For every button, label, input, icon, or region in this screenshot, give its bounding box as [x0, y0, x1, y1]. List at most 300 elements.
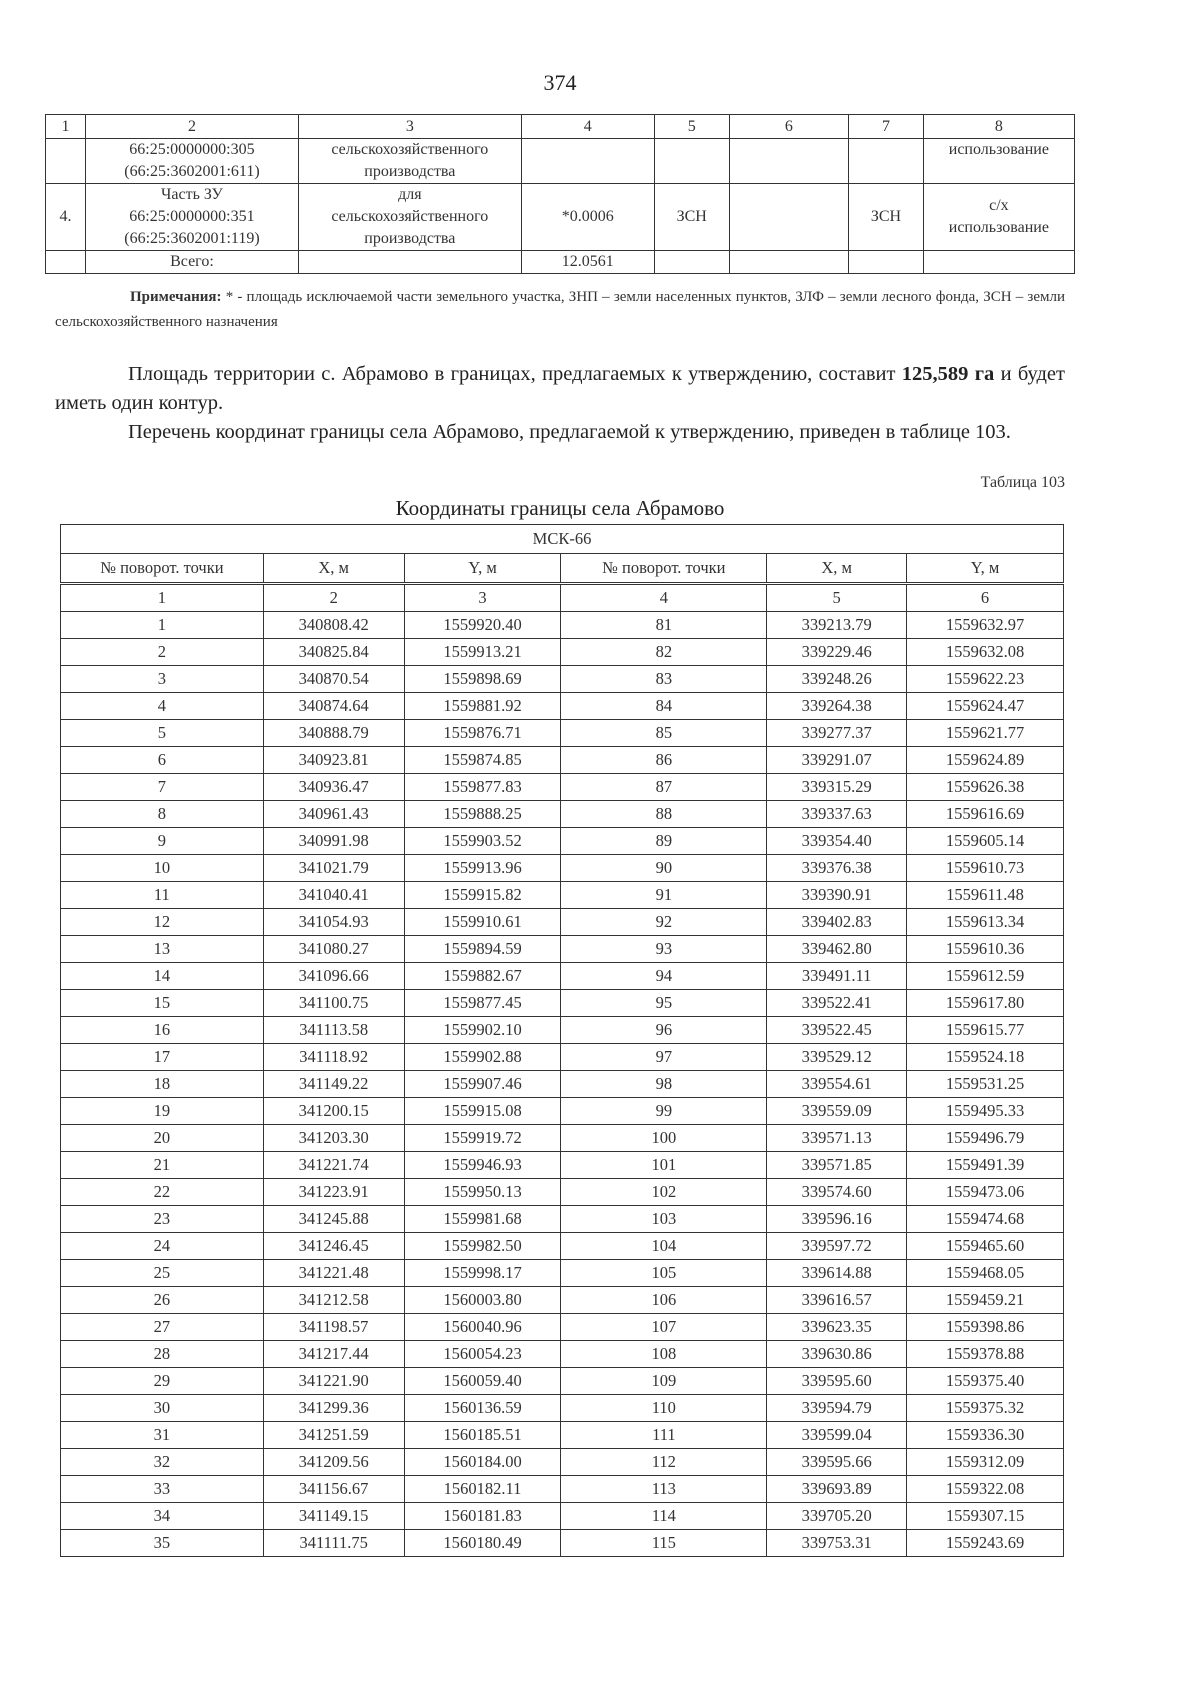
y-coordinate: 1560182.11: [404, 1476, 561, 1503]
table-row: [61, 1368, 1064, 1395]
cadastral-number: Часть ЗУ 66:25:0000000:351 (66:25:3602001:119): [85, 184, 298, 251]
y-coordinate: 1559524.18: [907, 1044, 1064, 1071]
category-col6: [729, 184, 849, 251]
point-number: 103: [561, 1206, 767, 1233]
x-coordinate: 339390.91: [767, 882, 907, 909]
column-number: 4: [521, 115, 654, 139]
y-coordinate: 1559375.32: [907, 1395, 1064, 1422]
table-row: [61, 936, 1064, 963]
coordinate-system-row: [61, 525, 1064, 554]
x-coordinate: 339529.12: [767, 1044, 907, 1071]
y-coordinate: 1559612.59: [907, 963, 1064, 990]
y-coordinate: 1559531.25: [907, 1071, 1064, 1098]
y-coordinate: 1559496.79: [907, 1125, 1064, 1152]
area-value: 125,589 га: [901, 363, 995, 385]
column-number: 3: [299, 115, 522, 139]
point-number: 32: [61, 1449, 264, 1476]
x-coordinate: 339248.26: [767, 666, 907, 693]
y-coordinate: 1560185.51: [404, 1422, 561, 1449]
x-coordinate: 339229.46: [767, 639, 907, 666]
point-number: 22: [61, 1179, 264, 1206]
y-coordinate: 1559950.13: [404, 1179, 561, 1206]
point-number: 113: [561, 1476, 767, 1503]
point-number: 21: [61, 1152, 264, 1179]
x-coordinate: 339595.66: [767, 1449, 907, 1476]
x-coordinate: 340961.43: [263, 801, 404, 828]
y-coordinate: 1559621.77: [907, 720, 1064, 747]
point-number: 114: [561, 1503, 767, 1530]
x-coordinate: 339462.80: [767, 936, 907, 963]
x-coordinate: 341212.58: [263, 1287, 404, 1314]
row-number: [46, 139, 86, 184]
point-number: 19: [61, 1098, 264, 1125]
y-coordinate: 1559378.88: [907, 1341, 1064, 1368]
column-number: 6: [729, 115, 849, 139]
table-row: [61, 1449, 1064, 1476]
table-row: [61, 720, 1064, 747]
point-number: 17: [61, 1044, 264, 1071]
y-coordinate: 1559882.67: [404, 963, 561, 990]
y-coordinate: 1559903.52: [404, 828, 561, 855]
point-number: 94: [561, 963, 767, 990]
x-coordinate: 341217.44: [263, 1341, 404, 1368]
y-coordinate: 1560003.80: [404, 1287, 561, 1314]
y-coordinate: 1559617.80: [907, 990, 1064, 1017]
point-number: 11: [61, 882, 264, 909]
x-coordinate: 339571.13: [767, 1125, 907, 1152]
y-coordinate: 1559877.45: [404, 990, 561, 1017]
y-coordinate: 1559982.50: [404, 1233, 561, 1260]
y-coordinate: 1559322.08: [907, 1476, 1064, 1503]
table-row: [61, 1206, 1064, 1233]
x-coordinate: 339705.20: [767, 1503, 907, 1530]
point-number: 87: [561, 774, 767, 801]
y-coordinate: 1559881.92: [404, 693, 561, 720]
y-coordinate: 1559610.73: [907, 855, 1064, 882]
notes-text: * - площадь исключаемой части земельного участка, ЗНП – земли населенных пунктов, ЗЛФ – земли лесного фонда, ЗСН – земли сельскохозяйственного назначения: [55, 289, 1065, 330]
y-coordinate: 1559307.15: [907, 1503, 1064, 1530]
point-number: 115: [561, 1530, 767, 1557]
x-coordinate: 339554.61: [767, 1071, 907, 1098]
y-coordinate: 1559495.33: [907, 1098, 1064, 1125]
y-coordinate: 1559615.77: [907, 1017, 1064, 1044]
table-row: [61, 963, 1064, 990]
y-coordinate: 1559624.47: [907, 693, 1064, 720]
table-row: [61, 1152, 1064, 1179]
y-coordinate: 1559613.34: [907, 909, 1064, 936]
point-number: 101: [561, 1152, 767, 1179]
column-number: 5: [767, 584, 907, 612]
y-coordinate: 1560040.96: [404, 1314, 561, 1341]
x-coordinate: 339559.09: [767, 1098, 907, 1125]
x-coordinate: 341223.91: [263, 1179, 404, 1206]
y-coordinate: 1559915.82: [404, 882, 561, 909]
x-coordinate: 341113.58: [263, 1017, 404, 1044]
y-coordinate: 1559468.05: [907, 1260, 1064, 1287]
table-row: [61, 1395, 1064, 1422]
point-number: 100: [561, 1125, 767, 1152]
area: *0.0006: [521, 184, 654, 251]
y-coordinate: 1559920.40: [404, 612, 561, 639]
y-coordinate: 1559894.59: [404, 936, 561, 963]
y-coordinate: 1559398.86: [907, 1314, 1064, 1341]
point-number: 102: [561, 1179, 767, 1206]
y-coordinate: 1560054.23: [404, 1341, 561, 1368]
y-coordinate: 1559610.36: [907, 936, 1064, 963]
y-coordinate: 1559616.69: [907, 801, 1064, 828]
category-current: [654, 139, 729, 184]
column-number: 6: [907, 584, 1064, 612]
table-row: [61, 747, 1064, 774]
x-coordinate: 339594.79: [767, 1395, 907, 1422]
column-header: X, м: [767, 554, 907, 584]
notes-lead: Примечания:: [130, 289, 222, 305]
column-header-row: [61, 554, 1064, 584]
table-row: [61, 639, 1064, 666]
y-coordinate: 1559919.72: [404, 1125, 561, 1152]
y-coordinate: 1559624.89: [907, 747, 1064, 774]
y-coordinate: 1559605.14: [907, 828, 1064, 855]
point-number: 28: [61, 1341, 264, 1368]
x-coordinate: 341221.74: [263, 1152, 404, 1179]
column-header: Y, м: [907, 554, 1064, 584]
table-row: [61, 1017, 1064, 1044]
x-coordinate: 341156.67: [263, 1476, 404, 1503]
y-coordinate: 1559243.69: [907, 1530, 1064, 1557]
table-row: [61, 1125, 1064, 1152]
table-row: [61, 1098, 1064, 1125]
table-row: [61, 828, 1064, 855]
table-title: Координаты границы села Абрамово: [395, 496, 725, 520]
point-number: 109: [561, 1368, 767, 1395]
table-row: [61, 801, 1064, 828]
point-number: 82: [561, 639, 767, 666]
y-coordinate: 1559913.96: [404, 855, 561, 882]
x-coordinate: 340825.84: [263, 639, 404, 666]
x-coordinate: 339623.35: [767, 1314, 907, 1341]
y-coordinate: 1559876.71: [404, 720, 561, 747]
x-coordinate: 339599.04: [767, 1422, 907, 1449]
column-number: 7: [849, 115, 924, 139]
column-number: 2: [263, 584, 404, 612]
y-coordinate: 1559632.97: [907, 612, 1064, 639]
x-coordinate: 341251.59: [263, 1422, 404, 1449]
table-row: [61, 1422, 1064, 1449]
point-number: 24: [61, 1233, 264, 1260]
cadastral-number: 66:25:0000000:305 (66:25:3602001:611): [85, 139, 298, 184]
y-coordinate: 1559981.68: [404, 1206, 561, 1233]
x-coordinate: 339574.60: [767, 1179, 907, 1206]
y-coordinate: 1559473.06: [907, 1179, 1064, 1206]
point-number: 1: [61, 612, 264, 639]
x-coordinate: 340923.81: [263, 747, 404, 774]
x-coordinate: 341149.22: [263, 1071, 404, 1098]
point-number: 108: [561, 1341, 767, 1368]
point-number: 104: [561, 1233, 767, 1260]
x-coordinate: 339522.45: [767, 1017, 907, 1044]
category-current: ЗСН: [654, 184, 729, 251]
x-coordinate: 341209.56: [263, 1449, 404, 1476]
table-row: [61, 1503, 1064, 1530]
table-label: Таблица 103: [980, 474, 1065, 491]
point-number: 20: [61, 1125, 264, 1152]
point-number: 35: [61, 1530, 264, 1557]
x-coordinate: 339315.29: [767, 774, 907, 801]
table-row: [61, 1314, 1064, 1341]
column-number-row: [46, 115, 1075, 139]
coordinates-paragraph: Перечень координат границы села Абрамово, предлагаемой к утверждению, приведен в таблице 103.: [128, 421, 1011, 443]
x-coordinate: 341245.88: [263, 1206, 404, 1233]
point-number: 4: [61, 693, 264, 720]
category-proposed: [849, 139, 924, 184]
y-coordinate: 1560059.40: [404, 1368, 561, 1395]
x-coordinate: 339571.85: [767, 1152, 907, 1179]
point-number: 92: [561, 909, 767, 936]
x-coordinate: 340874.64: [263, 693, 404, 720]
y-coordinate: 1559902.10: [404, 1017, 561, 1044]
x-coordinate: 340888.79: [263, 720, 404, 747]
x-coordinate: 341200.15: [263, 1098, 404, 1125]
x-coordinate: 339753.31: [767, 1530, 907, 1557]
x-coordinate: 339402.83: [767, 909, 907, 936]
x-coordinate: 341100.75: [263, 990, 404, 1017]
x-coordinate: 341246.45: [263, 1233, 404, 1260]
y-coordinate: 1559491.39: [907, 1152, 1064, 1179]
point-number: 26: [61, 1287, 264, 1314]
point-number: 5: [61, 720, 264, 747]
point-number: 14: [61, 963, 264, 990]
x-coordinate: 341118.92: [263, 1044, 404, 1071]
point-number: 110: [561, 1395, 767, 1422]
row-number: 4.: [46, 184, 86, 251]
table-row: [61, 1260, 1064, 1287]
y-coordinate: 1559902.88: [404, 1044, 561, 1071]
point-number: 97: [561, 1044, 767, 1071]
y-coordinate: 1559312.09: [907, 1449, 1064, 1476]
point-number: 89: [561, 828, 767, 855]
point-number: 16: [61, 1017, 264, 1044]
table-row: [61, 855, 1064, 882]
point-number: 93: [561, 936, 767, 963]
y-coordinate: 1560136.59: [404, 1395, 561, 1422]
table-row: [61, 666, 1064, 693]
y-coordinate: 1559946.93: [404, 1152, 561, 1179]
table-row: [61, 882, 1064, 909]
page-number: 374: [543, 70, 577, 95]
x-coordinate: 341299.36: [263, 1395, 404, 1422]
area-paragraph: Площадь территории с. Абрамово в границах, предлагаемых к утверждению, составит 125,589 га и будет иметь один контур.: [55, 363, 1065, 414]
table-row: [61, 1179, 1064, 1206]
table-row: [61, 1044, 1064, 1071]
y-coordinate: 1559465.60: [907, 1233, 1064, 1260]
y-coordinate: 1559915.08: [404, 1098, 561, 1125]
point-number: 91: [561, 882, 767, 909]
x-coordinate: 339337.63: [767, 801, 907, 828]
x-coordinate: 339597.72: [767, 1233, 907, 1260]
category-col6: [729, 139, 849, 184]
y-coordinate: 1559877.83: [404, 774, 561, 801]
table-row: [46, 139, 1075, 184]
point-number: 10: [61, 855, 264, 882]
point-number: 13: [61, 936, 264, 963]
x-coordinate: 341149.15: [263, 1503, 404, 1530]
table-row: [61, 1341, 1064, 1368]
land-use-purpose: для сельскохозяйственного производства: [299, 184, 522, 251]
x-coordinate: 339522.41: [767, 990, 907, 1017]
point-number: 81: [561, 612, 767, 639]
column-header: № поворот. точки: [61, 554, 264, 584]
x-coordinate: 340936.47: [263, 774, 404, 801]
column-header: № поворот. точки: [561, 554, 767, 584]
y-coordinate: 1559874.85: [404, 747, 561, 774]
point-number: 3: [61, 666, 264, 693]
x-coordinate: 341221.48: [263, 1260, 404, 1287]
x-coordinate: 339630.86: [767, 1341, 907, 1368]
point-number: 12: [61, 909, 264, 936]
point-number: 84: [561, 693, 767, 720]
y-coordinate: 1559907.46: [404, 1071, 561, 1098]
point-number: 85: [561, 720, 767, 747]
x-coordinate: 339354.40: [767, 828, 907, 855]
x-coordinate: 339616.57: [767, 1287, 907, 1314]
y-coordinate: 1559622.23: [907, 666, 1064, 693]
point-number: 25: [61, 1260, 264, 1287]
table-row: [61, 1476, 1064, 1503]
point-number: 105: [561, 1260, 767, 1287]
total-row: [46, 251, 1075, 274]
x-coordinate: 339614.88: [767, 1260, 907, 1287]
x-coordinate: 339264.38: [767, 693, 907, 720]
point-number: 30: [61, 1395, 264, 1422]
column-number: 4: [561, 584, 767, 612]
point-number: 33: [61, 1476, 264, 1503]
point-number: 107: [561, 1314, 767, 1341]
point-number: 31: [61, 1422, 264, 1449]
x-coordinate: 341096.66: [263, 963, 404, 990]
column-number: 1: [46, 115, 86, 139]
point-number: 18: [61, 1071, 264, 1098]
table-row: [61, 909, 1064, 936]
x-coordinate: 340991.98: [263, 828, 404, 855]
column-header: Y, м: [404, 554, 561, 584]
x-coordinate: 339376.38: [767, 855, 907, 882]
column-number: 1: [61, 584, 264, 612]
point-number: 34: [61, 1503, 264, 1530]
x-coordinate: 341080.27: [263, 936, 404, 963]
x-coordinate: 339491.11: [767, 963, 907, 990]
area: [521, 139, 654, 184]
point-number: 99: [561, 1098, 767, 1125]
x-coordinate: 339277.37: [767, 720, 907, 747]
column-header: X, м: [263, 554, 404, 584]
y-coordinate: 1559632.08: [907, 639, 1064, 666]
x-coordinate: 339693.89: [767, 1476, 907, 1503]
table-row: [61, 612, 1064, 639]
table-row: [61, 990, 1064, 1017]
table-row: [61, 693, 1064, 720]
point-number: 86: [561, 747, 767, 774]
total-label: Всего:: [85, 251, 298, 274]
x-coordinate: 341054.93: [263, 909, 404, 936]
table-row: [61, 774, 1064, 801]
column-number: 3: [404, 584, 561, 612]
y-coordinate: 1559459.21: [907, 1287, 1064, 1314]
land-use-purpose: сельскохозяйственного производства: [299, 139, 522, 184]
column-number: 8: [923, 115, 1074, 139]
point-number: 88: [561, 801, 767, 828]
table-row: [61, 1287, 1064, 1314]
x-coordinate: 341203.30: [263, 1125, 404, 1152]
point-number: 29: [61, 1368, 264, 1395]
coordinates-table: [60, 524, 1064, 1557]
y-coordinate: 1559474.68: [907, 1206, 1064, 1233]
x-coordinate: 341111.75: [263, 1530, 404, 1557]
point-number: 98: [561, 1071, 767, 1098]
table-notes: [55, 285, 1065, 335]
point-number: 6: [61, 747, 264, 774]
point-number: 96: [561, 1017, 767, 1044]
category-proposed: ЗСН: [849, 184, 924, 251]
y-coordinate: 1559910.61: [404, 909, 561, 936]
x-coordinate: 340808.42: [263, 612, 404, 639]
y-coordinate: 1559375.40: [907, 1368, 1064, 1395]
y-coordinate: 1559998.17: [404, 1260, 561, 1287]
x-coordinate: 339595.60: [767, 1368, 907, 1395]
usage: использование: [923, 139, 1074, 184]
point-number: 90: [561, 855, 767, 882]
x-coordinate: 340870.54: [263, 666, 404, 693]
y-coordinate: 1560181.83: [404, 1503, 561, 1530]
table-row: [61, 1071, 1064, 1098]
y-coordinate: 1559888.25: [404, 801, 561, 828]
column-number: 2: [85, 115, 298, 139]
y-coordinate: 1560180.49: [404, 1530, 561, 1557]
point-number: 27: [61, 1314, 264, 1341]
y-coordinate: 1560184.00: [404, 1449, 561, 1476]
x-coordinate: 339596.16: [767, 1206, 907, 1233]
y-coordinate: 1559626.38: [907, 774, 1064, 801]
point-number: 106: [561, 1287, 767, 1314]
point-number: 9: [61, 828, 264, 855]
table-row: [46, 184, 1075, 251]
coordinate-system: МСК-66: [61, 525, 1064, 554]
x-coordinate: 341221.90: [263, 1368, 404, 1395]
y-coordinate: 1559898.69: [404, 666, 561, 693]
point-number: 7: [61, 774, 264, 801]
point-number: 111: [561, 1422, 767, 1449]
usage: с/х использование: [923, 184, 1074, 251]
land-parcels-table: [45, 114, 1075, 274]
point-number: 112: [561, 1449, 767, 1476]
y-coordinate: 1559336.30: [907, 1422, 1064, 1449]
x-coordinate: 339213.79: [767, 612, 907, 639]
x-coordinate: 339291.07: [767, 747, 907, 774]
x-coordinate: 341040.41: [263, 882, 404, 909]
point-number: 95: [561, 990, 767, 1017]
x-coordinate: 341198.57: [263, 1314, 404, 1341]
y-coordinate: 1559913.21: [404, 639, 561, 666]
point-number: 83: [561, 666, 767, 693]
column-number: 5: [654, 115, 729, 139]
column-number-row: [61, 584, 1064, 612]
point-number: 15: [61, 990, 264, 1017]
point-number: 8: [61, 801, 264, 828]
total-value: 12.0561: [521, 251, 654, 274]
x-coordinate: 341021.79: [263, 855, 404, 882]
table-row: [61, 1530, 1064, 1557]
point-number: 23: [61, 1206, 264, 1233]
table-row: [61, 1233, 1064, 1260]
